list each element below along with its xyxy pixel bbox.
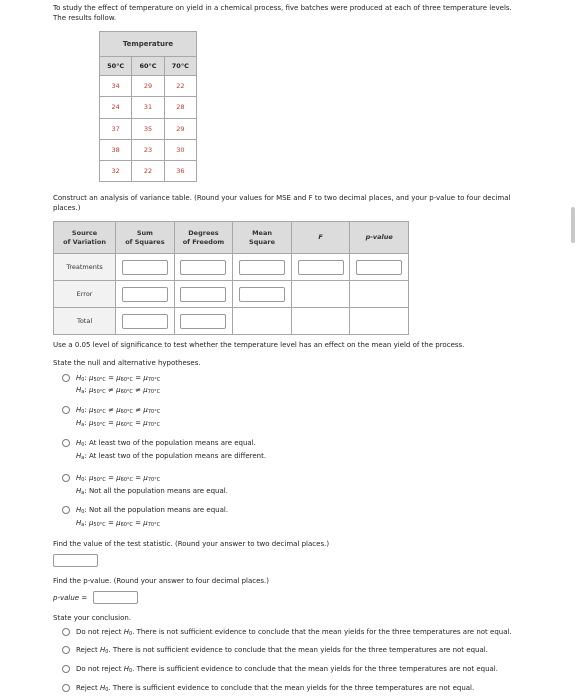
hypothesis-option-5-h0-text: Not all the population means are equal. xyxy=(89,506,229,514)
hypothesis-option-5-radio[interactable] xyxy=(62,506,70,514)
treatments-ms-input[interactable] xyxy=(239,260,285,275)
test-statistic-input[interactable] xyxy=(53,554,98,567)
scrollbar-thumb[interactable] xyxy=(571,207,575,243)
table-cell xyxy=(116,308,175,335)
hypothesis-option-2-radio[interactable] xyxy=(62,406,70,414)
table-cell xyxy=(174,308,233,335)
header-mean-square xyxy=(233,222,292,254)
conclusion-option-4-verb: Reject xyxy=(76,684,100,692)
table-cell xyxy=(174,254,233,281)
table-cell: 29 xyxy=(132,76,164,97)
conclusion-option-2-radio[interactable] xyxy=(62,646,70,654)
table-cell: 37 xyxy=(100,118,132,139)
header-f: F xyxy=(291,222,350,254)
table-cell: 38 xyxy=(100,139,132,160)
conclusion-option-1-radio[interactable] xyxy=(62,628,70,636)
intro-line-1: To study the effect of temperature on yield in a chemical process, five batches were produced at each of three temperature levels. xyxy=(53,4,512,12)
anova-instructions-line-2: places.) xyxy=(53,203,81,212)
header-source xyxy=(54,222,116,254)
table-row xyxy=(100,160,197,181)
hypothesis-option-3-h0-text: At least two of the population means are equal. xyxy=(89,439,256,447)
treatments-df-input[interactable] xyxy=(180,260,226,275)
table-cell xyxy=(291,254,350,281)
hypothesis-option-2-ha: $H_a$: $\mu_{50^\circ C} = \mu_{60^\circ C} = \mu_{70^\circ C}$ xyxy=(76,419,161,428)
table-cell: 30 xyxy=(164,139,196,160)
conclusion-option-2-text: Reject $H_0$. There is not sufficient evidence to conclude that the mean yields for the three temperatures are not equal. xyxy=(76,646,488,655)
hypothesis-option-4-ha-text: Not all the population means are equal. xyxy=(88,487,228,495)
conclusion-option-1-verb: Do not reject xyxy=(76,628,124,636)
hypothesis-option-4-h0: $H_0$: $\mu_{50^\circ C} = \mu_{60^\circ C} = \mu_{70^\circ C}$ xyxy=(76,474,161,483)
table-cell xyxy=(350,281,409,308)
table-cell xyxy=(116,281,175,308)
header-ss-line-2: of Squares xyxy=(125,237,165,246)
hypothesis-option-3-radio[interactable] xyxy=(62,439,70,447)
error-df-input[interactable] xyxy=(180,287,226,302)
conclusion-option-3-text: Do not reject $H_0$. There is sufficient evidence to conclude that the mean yields for the three temperatures are not equal. xyxy=(76,665,498,674)
row-label-total: Total xyxy=(54,308,116,335)
conclusion-option-4-radio[interactable] xyxy=(62,684,70,692)
table-cell xyxy=(291,281,350,308)
header-sum-squares xyxy=(116,222,175,254)
table-cell: 35 xyxy=(132,118,164,139)
hypothesis-option-4-radio[interactable] xyxy=(62,474,70,482)
temp-header-50: 50°C xyxy=(100,57,132,76)
table-cell: 34 xyxy=(100,76,132,97)
conclusion-option-2-rest: . There is not sufficient evidence to conclude that the mean yields for the three temperatures are not equal. xyxy=(108,646,488,654)
header-df-line-1: Degrees xyxy=(188,228,219,237)
hypothesis-option-5-h0: $H_0$: Not all the population means are equal. xyxy=(76,506,229,515)
table-cell xyxy=(350,308,409,335)
test-statistic-prompt: Find the value of the test statistic. (Round your answer to two decimal places.) xyxy=(53,540,330,548)
header-degrees-freedom xyxy=(174,222,233,254)
total-df-input[interactable] xyxy=(180,314,226,329)
table-cell xyxy=(116,254,175,281)
conclusion-option-1-text: Do not reject $H_0$. There is not sufficient evidence to conclude that the mean yields for the three temperatures are not equal. xyxy=(76,628,512,637)
hypothesis-option-5-ha: $H_a$: $\mu_{50^\circ C} = \mu_{60^\circ C} = \mu_{70^\circ C}$ xyxy=(76,519,161,528)
table-cell xyxy=(233,254,292,281)
hypothesis-option-3-ha: $H_a$: At least two of the population means are different. xyxy=(76,452,267,461)
hypothesis-option-3-ha-text: At least two of the population means are different. xyxy=(88,452,267,460)
table-row xyxy=(54,308,409,335)
conclusion-option-3-rest: . There is sufficient evidence to conclude that the mean yields for the three temperatures are not equal. xyxy=(132,665,498,673)
table-cell: 23 xyxy=(132,139,164,160)
error-ss-input[interactable] xyxy=(122,287,168,302)
significance-text: Use a 0.05 level of significance to test whether the temperature level has an effect on the mean yield of the process. xyxy=(53,341,465,349)
hypothesis-option-2-h0: $H_0$: $\mu_{50^\circ C} \ne \mu_{60^\circ C} \ne \mu_{70^\circ C}$ xyxy=(76,406,161,415)
error-ms-input[interactable] xyxy=(239,287,285,302)
hypothesis-option-4-ha: $H_a$: Not all the population means are equal. xyxy=(76,487,228,496)
table-cell xyxy=(350,254,409,281)
table-row xyxy=(54,254,409,281)
header-ss-line-1: Sum xyxy=(136,228,153,237)
table-cell xyxy=(174,281,233,308)
header-ms-line-2: Square xyxy=(249,237,276,246)
table-cell: 28 xyxy=(164,97,196,118)
conclusion-prompt: State your conclusion. xyxy=(53,614,132,622)
conclusion-option-4-text: Reject $H_0$. There is sufficient evidence to conclude that the mean yields for the three temperatures are not equal. xyxy=(76,684,475,693)
hypotheses-prompt: State the null and alternative hypotheses. xyxy=(53,359,201,367)
table-cell xyxy=(291,308,350,335)
table-cell: 22 xyxy=(132,160,164,181)
header-ms-line-1: Mean xyxy=(252,228,272,237)
header-source-line-2: of Variation xyxy=(63,237,106,246)
treatments-p-input[interactable] xyxy=(356,260,402,275)
row-label-error: Error xyxy=(54,281,116,308)
hypothesis-option-3-h0: $H_0$: At least two of the population means are equal. xyxy=(76,439,256,448)
temperature-table xyxy=(99,31,197,182)
table-row xyxy=(100,76,197,97)
hypothesis-option-1-radio[interactable] xyxy=(62,374,70,382)
row-label-treatments: Treatments xyxy=(54,254,116,281)
table-cell: 36 xyxy=(164,160,196,181)
temp-header-70: 70°C xyxy=(164,57,196,76)
conclusion-option-3-verb: Do not reject xyxy=(76,665,124,673)
anova-instructions-line-1: Construct an analysis of variance table. (Round your values for MSE and F to two decimal places, and your p-value to four decimal xyxy=(53,194,511,202)
table-row xyxy=(100,97,197,118)
p-value-prompt: Find the p-value. (Round your answer to four decimal places.) xyxy=(53,577,270,585)
hypothesis-option-1-h0: $H_0$: $\mu_{50^\circ C} = \mu_{60^\circ C} = \mu_{70^\circ C}$ xyxy=(76,374,161,383)
conclusion-option-2-verb: Reject xyxy=(76,646,100,654)
table-cell xyxy=(233,308,292,335)
header-df-line-2: of Freedom xyxy=(182,237,225,246)
temp-header-60: 60°C xyxy=(132,57,164,76)
temperature-title: Temperature xyxy=(100,32,197,57)
treatments-f-input[interactable] xyxy=(298,260,344,275)
conclusion-option-3-radio[interactable] xyxy=(62,665,70,673)
table-cell: 29 xyxy=(164,118,196,139)
table-cell: 31 xyxy=(132,97,164,118)
table-cell xyxy=(233,281,292,308)
table-cell: 24 xyxy=(100,97,132,118)
treatments-ss-input[interactable] xyxy=(122,260,168,275)
p-value-input[interactable] xyxy=(93,591,138,604)
hypothesis-option-1-ha: $H_a$: $\mu_{50^\circ C} \ne \mu_{60^\circ C} \ne \mu_{70^\circ C}$ xyxy=(76,386,161,395)
anova-table xyxy=(53,221,409,335)
conclusion-option-1-rest: . There is not sufficient evidence to conclude that the mean yields for the three temperatures are not equal. xyxy=(132,628,512,636)
intro-line-2: The results follow. xyxy=(53,13,117,22)
total-ss-input[interactable] xyxy=(122,314,168,329)
table-row xyxy=(100,139,197,160)
header-source-line-1: Source xyxy=(71,228,98,237)
table-cell: 32 xyxy=(100,160,132,181)
intro-text xyxy=(53,4,563,23)
p-value-label: p-value = xyxy=(53,594,88,602)
header-p-value: p-value xyxy=(350,222,409,254)
table-row xyxy=(100,118,197,139)
anova-instructions xyxy=(53,194,563,213)
conclusion-option-4-rest: . There is sufficient evidence to conclude that the mean yields for the three temperatures are not equal. xyxy=(108,684,475,692)
table-cell: 22 xyxy=(164,76,196,97)
table-row xyxy=(54,281,409,308)
